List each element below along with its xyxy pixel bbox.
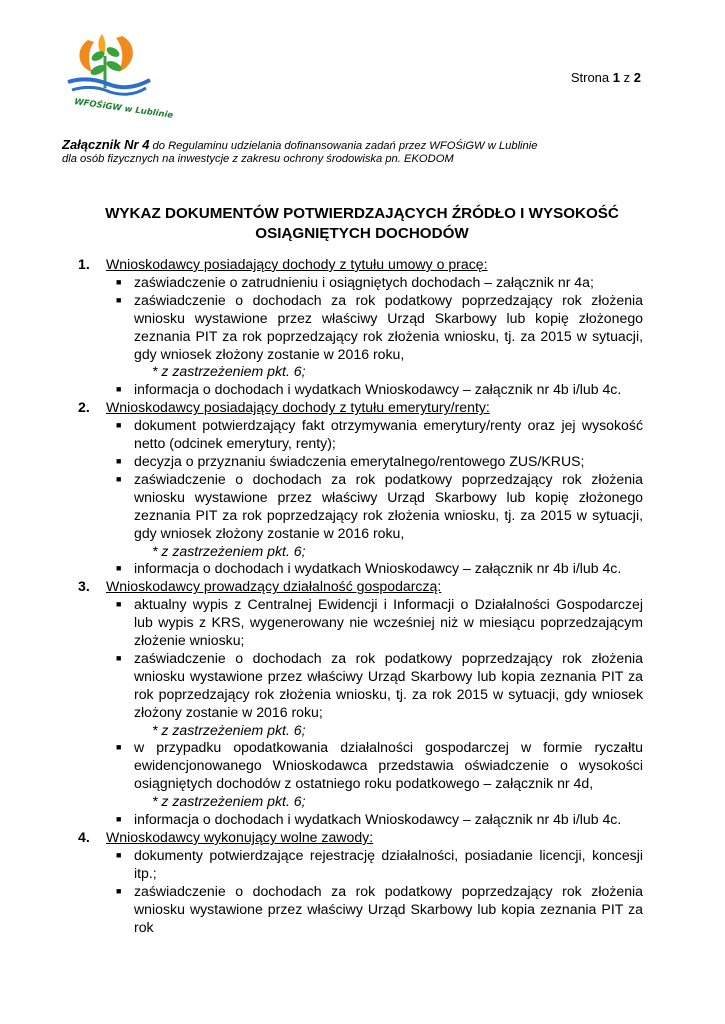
list-item (116, 381, 643, 399)
list-item (116, 471, 643, 561)
square-bullet-icon: ■ (116, 384, 122, 395)
document-title (62, 204, 662, 244)
item-text-wrap (134, 560, 643, 578)
item-text: aktualny wypis z Centralnej Ewidencji i Informacji o Działalności Gospodarczej lub wypis z KRS, wygenerowany nie wcześniej niż w miesiącu poprzedzającym złożenie wniosku; (134, 596, 643, 649)
section-1 (78, 256, 643, 399)
list-item (116, 274, 643, 292)
page-prefix: Strona (570, 70, 610, 85)
item-text: decyzja o przyznaniu świadczenia emerytalnego/rentowego ZUS/KRUS; (134, 452, 585, 469)
section-items (78, 274, 643, 399)
square-bullet-icon: ■ (116, 294, 122, 305)
attachment-line2: dla osób fizycznych na inwestycje z zakresu ochrony środowiska pn. EKODOM (62, 153, 454, 165)
section-4 (78, 829, 643, 936)
item-text-wrap (134, 453, 643, 471)
section-label: Wnioskodawcy posiadający dochody z tytułu umowy o pracę: (106, 256, 488, 272)
section-heading (78, 399, 643, 417)
item-text-wrap (134, 596, 643, 650)
section-items (78, 417, 643, 578)
section-2 (78, 399, 643, 578)
item-text: informacja o dochodach i wydatkach Wnioskodawcy – załącznik nr 4b i/lub 4c. (134, 560, 622, 577)
section-number: 2. (78, 399, 90, 416)
section-label: Wnioskodawcy posiadający dochody z tytułu emerytury/renty: (106, 399, 490, 416)
item-text-wrap (134, 381, 643, 399)
list-item (116, 596, 643, 650)
page-separator: z (623, 70, 631, 85)
list-item (116, 811, 643, 829)
item-text: dokument potwierdzający fakt otrzymywania emerytury/renty oraz jej wysokość netto (odcinek emerytury, renty); (134, 417, 643, 452)
section-label: Wnioskodawcy prowadzący działalność gospodarczą: (106, 578, 442, 595)
item-text-wrap (134, 847, 643, 883)
page-current: 1 (612, 70, 621, 85)
square-bullet-icon: ■ (116, 473, 122, 484)
item-text: zaświadczenie o dochodach za rok podatkowy poprzedzający rok złożenia wniosku wystawione przez właściwy Urząd Skarbowy lub kopię złożonego zeznania PIT za rok poprzedzający rok złożenia wniosku, tj. za 2015 w sytuacji, gdy wniosek złożony zostanie w 2016 roku, (134, 470, 643, 541)
list-item (116, 292, 643, 382)
square-bullet-icon: ■ (116, 276, 122, 287)
item-text: informacja o dochodach i wydatkach Wnioskodawcy – załącznik nr 4b i/lub 4c. (134, 811, 622, 828)
list-item (116, 560, 643, 578)
square-bullet-icon: ■ (116, 885, 122, 896)
title-line2: OSIĄGNIĘTYCH DOCHODÓW (255, 225, 469, 242)
square-bullet-icon: ■ (116, 652, 122, 663)
item-text: zaświadczenie o dochodach za rok podatkowy poprzedzający rok złożenia wniosku wystawione przez właściwy Urząd Skarbowy lub kopia zeznania PIT za rok (134, 882, 643, 935)
section-3 (78, 578, 643, 829)
square-bullet-icon: ■ (116, 563, 122, 574)
item-text: zaświadczenie o dochodach za rok podatkowy poprzedzający rok złożenia wniosku wystawione przez właściwy Urząd Skarbowy lub kopię złożonego zeznania PIT za rok poprzedzający rok złożenia wniosku, tj. za 2015 w sytuacji, gdy wniosek złożony zostanie w 2016 roku, (134, 291, 643, 362)
list-item (116, 650, 643, 740)
attachment-lead: Załącznik Nr 4 (62, 137, 150, 152)
item-note: * z zastrzeżeniem pkt. 6; (152, 363, 306, 380)
item-note: * z zastrzeżeniem pkt. 6; (152, 542, 306, 559)
list-item (116, 883, 643, 937)
section-label: Wnioskodawcy wykonujący wolne zawody: (106, 829, 374, 845)
square-bullet-icon: ■ (116, 599, 122, 610)
section-heading (78, 829, 643, 847)
page-number (571, 70, 641, 85)
section-items (78, 596, 643, 829)
item-text-wrap (134, 739, 643, 811)
section-heading (78, 578, 643, 596)
wfosigw-logo (58, 26, 174, 121)
title-line1: WYKAZ DOKUMENTÓW POTWIERDZAJĄCYCH ŹRÓDŁO I WYSOKOŚĆ (105, 205, 619, 222)
item-note: * z zastrzeżeniem pkt. 6; (152, 793, 306, 810)
attachment-line1: do Regulaminu udzielania dofinansowania zadań przez WFOŚiGW w Lublinie (149, 140, 538, 152)
square-bullet-icon: ■ (116, 420, 122, 431)
square-bullet-icon: ■ (116, 742, 122, 753)
item-text: w przypadku opodatkowania działalności gospodarczej w formie ryczałtu ewidencjonowanego Wnioskodawca przedstawia oświadczenie o wysokości osiągniętych dochodów z ostatniego roku podatkowego – załącznik nr 4d, (134, 739, 643, 792)
square-bullet-icon: ■ (116, 849, 122, 860)
item-text-wrap (134, 471, 643, 561)
item-text-wrap (134, 883, 643, 937)
section-number: 3. (78, 578, 90, 595)
item-text: dokumenty potwierdzające rejestrację działalności, posiadanie licencji, koncesji itp.; (134, 846, 643, 881)
item-text: informacja o dochodach i wydatkach Wnioskodawcy – załącznik nr 4b i/lub 4c. (134, 381, 622, 398)
section-items (78, 847, 643, 937)
attachment-header (62, 138, 622, 166)
item-note: * z zastrzeżeniem pkt. 6; (152, 721, 306, 738)
square-bullet-icon: ■ (116, 814, 122, 825)
list-item (116, 417, 643, 453)
sections-list (78, 256, 643, 936)
section-number: 1. (78, 256, 90, 272)
list-item (116, 739, 643, 811)
page-total: 2 (633, 70, 641, 85)
item-text-wrap (134, 292, 643, 382)
section-number: 4. (78, 829, 90, 845)
square-bullet-icon: ■ (116, 455, 122, 466)
item-text: zaświadczenie o zatrudnieniu i osiągniętych dochodach – załącznik nr 4a; (134, 273, 594, 290)
list-item (116, 847, 643, 883)
item-text-wrap (134, 811, 643, 829)
item-text-wrap (134, 650, 643, 740)
item-text-wrap (134, 417, 643, 453)
section-heading (78, 256, 643, 274)
item-text: zaświadczenie o dochodach za rok podatkowy poprzedzający rok złożenia wniosku wystawione przez właściwy Urząd Skarbowy lub kopia zeznania PIT za rok poprzedzający rok złożenia wniosku, tj. za rok 2015 w sytuacji, gdy wniosek złożony zostanie w 2016 roku; (134, 649, 643, 720)
item-text-wrap (134, 274, 643, 292)
svg-text:WFOŚiGW w Lublinie: WFOŚiGW w Lublinie (73, 97, 174, 121)
list-item (116, 453, 643, 471)
